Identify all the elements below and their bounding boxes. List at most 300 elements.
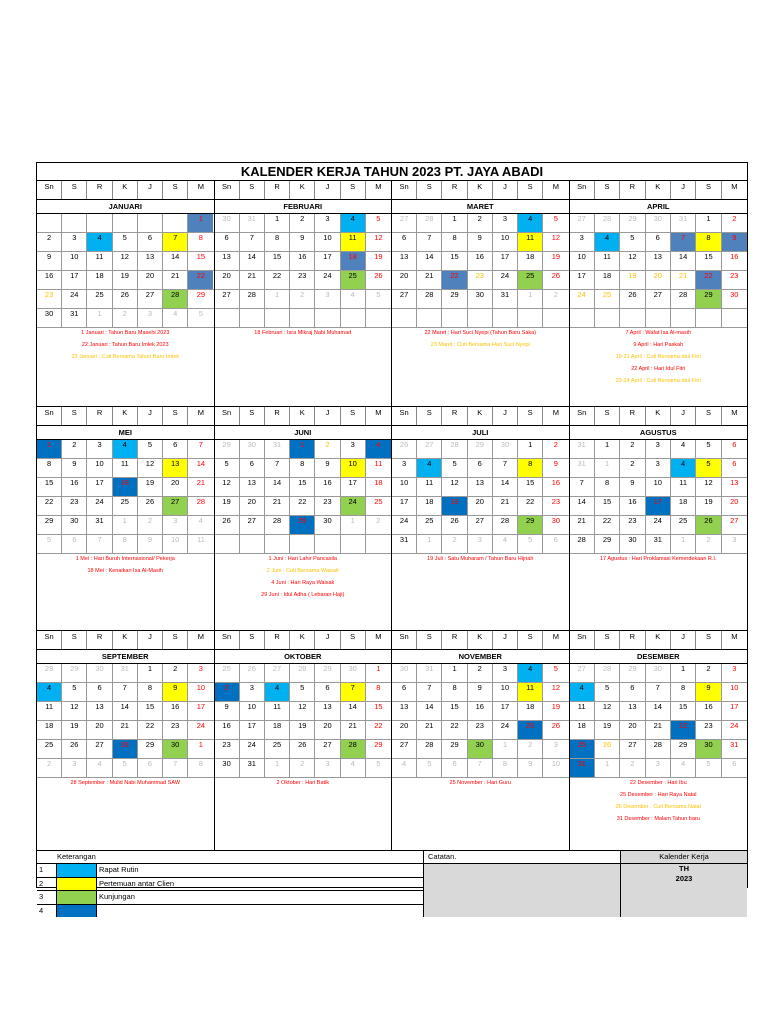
day-cell[interactable]: 18: [518, 702, 543, 720]
day-cell[interactable]: 30: [696, 740, 721, 758]
day-cell[interactable]: 27: [392, 740, 417, 758]
day-cell[interactable]: 31: [392, 535, 417, 553]
day-cell[interactable]: 27: [570, 664, 595, 682]
day-cell[interactable]: 30: [315, 516, 340, 534]
day-cell[interactable]: 2: [290, 290, 315, 308]
day-cell[interactable]: 4: [87, 759, 112, 777]
day-cell[interactable]: 17: [392, 497, 417, 515]
day-cell[interactable]: 8: [37, 459, 62, 477]
day-cell[interactable]: 28: [290, 664, 315, 682]
day-cell[interactable]: 5: [113, 233, 138, 251]
day-cell[interactable]: 30: [62, 516, 87, 534]
day-cell[interactable]: 28: [341, 740, 366, 758]
day-cell[interactable]: 5: [376, 290, 381, 299]
day-cell[interactable]: 13: [730, 478, 739, 487]
day-cell[interactable]: 26: [551, 721, 561, 730]
day-cell[interactable]: 1: [671, 535, 696, 553]
day-cell[interactable]: 18: [671, 497, 696, 515]
day-cell[interactable]: 13: [468, 478, 493, 496]
day-cell[interactable]: 22: [671, 721, 696, 739]
day-cell[interactable]: 6: [553, 535, 558, 544]
day-cell[interactable]: 2: [37, 233, 62, 251]
day-cell[interactable]: 12: [551, 683, 561, 692]
day-cell[interactable]: 5: [518, 535, 543, 553]
day-cell[interactable]: 9: [722, 233, 747, 251]
day-cell[interactable]: 28: [196, 497, 206, 506]
day-cell[interactable]: 1: [696, 214, 721, 232]
day-cell[interactable]: 3: [62, 233, 87, 251]
day-cell[interactable]: 24: [646, 516, 671, 534]
day-cell[interactable]: 13: [315, 702, 340, 720]
day-cell[interactable]: [37, 214, 62, 232]
day-cell[interactable]: [417, 309, 442, 327]
day-cell[interactable]: 20: [620, 721, 645, 739]
day-cell[interactable]: 11: [518, 683, 543, 701]
day-cell[interactable]: [341, 309, 366, 327]
day-cell[interactable]: 23: [315, 497, 340, 515]
day-cell[interactable]: 17: [570, 271, 595, 289]
day-cell[interactable]: 3: [570, 233, 595, 251]
day-cell[interactable]: 3: [315, 290, 340, 308]
day-cell[interactable]: 25: [265, 740, 290, 758]
day-cell[interactable]: 3: [493, 664, 518, 682]
day-cell[interactable]: 16: [551, 478, 561, 487]
day-cell[interactable]: 3: [240, 683, 265, 701]
day-cell[interactable]: 2: [163, 664, 188, 682]
day-cell[interactable]: [493, 309, 518, 327]
day-cell[interactable]: 16: [37, 271, 62, 289]
day-cell[interactable]: 20: [468, 497, 493, 515]
day-cell[interactable]: 29: [62, 664, 87, 682]
day-cell[interactable]: 8: [518, 459, 543, 477]
day-cell[interactable]: 20: [240, 497, 265, 515]
day-cell[interactable]: 4: [518, 664, 543, 682]
day-cell[interactable]: 12: [620, 252, 645, 270]
day-cell[interactable]: 13: [138, 252, 163, 270]
day-cell[interactable]: 4: [198, 516, 203, 525]
day-cell[interactable]: 23: [468, 271, 493, 289]
day-cell[interactable]: 1: [493, 740, 518, 758]
day-cell[interactable]: 6: [442, 759, 467, 777]
day-cell[interactable]: 7: [493, 459, 518, 477]
day-cell[interactable]: 12: [551, 233, 561, 242]
day-cell[interactable]: 22: [290, 497, 315, 515]
day-cell[interactable]: 7: [163, 233, 188, 251]
day-cell[interactable]: 24: [392, 516, 417, 534]
day-cell[interactable]: 29: [196, 290, 206, 299]
day-cell[interactable]: 29: [620, 664, 645, 682]
day-cell[interactable]: 12: [442, 478, 467, 496]
day-cell[interactable]: 12: [595, 702, 620, 720]
day-cell[interactable]: 22: [595, 516, 620, 534]
day-cell[interactable]: 15: [671, 702, 696, 720]
day-cell[interactable]: 19: [595, 721, 620, 739]
day-cell[interactable]: 20: [315, 721, 340, 739]
day-cell[interactable]: 4: [341, 759, 366, 777]
day-cell[interactable]: 11: [265, 702, 290, 720]
day-cell[interactable]: 12: [290, 702, 315, 720]
day-cell[interactable]: 23: [730, 271, 739, 280]
day-cell[interactable]: 3: [553, 740, 558, 749]
day-cell[interactable]: 13: [163, 459, 188, 477]
day-cell[interactable]: 13: [392, 252, 417, 270]
day-cell[interactable]: 27: [392, 214, 417, 232]
day-cell[interactable]: 26: [62, 740, 87, 758]
day-cell[interactable]: 20: [730, 497, 739, 506]
day-cell[interactable]: 31: [240, 759, 265, 777]
day-cell[interactable]: 30: [468, 290, 493, 308]
day-cell[interactable]: 10: [493, 683, 518, 701]
day-cell[interactable]: 1: [37, 440, 62, 458]
day-cell[interactable]: 22: [265, 271, 290, 289]
day-cell[interactable]: 7: [87, 535, 112, 553]
day-cell[interactable]: 31: [417, 664, 442, 682]
day-cell[interactable]: 18: [595, 271, 620, 289]
day-cell[interactable]: 9: [37, 252, 62, 270]
day-cell[interactable]: 31: [265, 440, 290, 458]
day-cell[interactable]: 25: [595, 290, 620, 308]
day-cell[interactable]: 14: [196, 459, 206, 468]
day-cell[interactable]: 19: [62, 721, 87, 739]
day-cell[interactable]: 24: [730, 721, 739, 730]
day-cell[interactable]: [518, 309, 543, 327]
day-cell[interactable]: 5: [696, 440, 721, 458]
day-cell[interactable]: [392, 309, 417, 327]
day-cell[interactable]: 5: [417, 759, 442, 777]
day-cell[interactable]: 2: [62, 440, 87, 458]
day-cell[interactable]: 3: [392, 459, 417, 477]
day-cell[interactable]: 18: [417, 497, 442, 515]
day-cell[interactable]: 2: [138, 516, 163, 534]
day-cell[interactable]: 5: [696, 759, 721, 777]
day-cell[interactable]: 28: [417, 214, 442, 232]
day-cell[interactable]: 10: [196, 683, 206, 692]
day-cell[interactable]: 4: [113, 440, 138, 458]
day-cell[interactable]: 3: [646, 459, 671, 477]
day-cell[interactable]: 11: [196, 535, 205, 544]
day-cell[interactable]: 16: [315, 478, 340, 496]
day-cell[interactable]: 20: [87, 721, 112, 739]
day-cell[interactable]: 4: [417, 459, 442, 477]
day-cell[interactable]: 2: [290, 759, 315, 777]
day-cell[interactable]: 25: [374, 497, 383, 506]
day-cell[interactable]: 7: [671, 233, 696, 251]
day-cell[interactable]: 27: [417, 440, 442, 458]
day-cell[interactable]: 19: [290, 721, 315, 739]
day-cell[interactable]: [290, 535, 315, 553]
day-cell[interactable]: 19: [551, 702, 561, 711]
day-cell[interactable]: 11: [87, 252, 112, 270]
day-cell[interactable]: 15: [196, 252, 206, 261]
day-cell[interactable]: 9: [315, 459, 340, 477]
day-cell[interactable]: 10: [551, 759, 561, 768]
day-cell[interactable]: 24: [493, 271, 518, 289]
day-cell[interactable]: 30: [468, 740, 493, 758]
day-cell[interactable]: 31: [570, 440, 595, 458]
day-cell[interactable]: 21: [646, 721, 671, 739]
day-cell[interactable]: 13: [646, 252, 671, 270]
day-cell[interactable]: [468, 309, 493, 327]
day-cell[interactable]: 24: [570, 290, 595, 308]
day-cell[interactable]: 18: [265, 721, 290, 739]
day-cell[interactable]: 12: [113, 252, 138, 270]
day-cell[interactable]: 16: [215, 721, 240, 739]
day-cell[interactable]: 23: [163, 721, 188, 739]
day-cell[interactable]: 6: [138, 759, 163, 777]
day-cell[interactable]: 20: [163, 478, 188, 496]
day-cell[interactable]: 22: [188, 271, 213, 289]
day-cell[interactable]: 8: [442, 683, 467, 701]
day-cell[interactable]: 1: [265, 759, 290, 777]
day-cell[interactable]: 17: [196, 702, 206, 711]
day-cell[interactable]: 26: [620, 290, 645, 308]
day-cell[interactable]: 14: [240, 252, 265, 270]
day-cell[interactable]: 2: [518, 740, 543, 758]
day-cell[interactable]: 13: [392, 702, 417, 720]
day-cell[interactable]: 14: [265, 478, 290, 496]
day-cell[interactable]: 29: [442, 740, 467, 758]
day-cell[interactable]: 23: [468, 721, 493, 739]
day-cell[interactable]: 2: [696, 535, 721, 553]
day-cell[interactable]: 25: [113, 497, 138, 515]
day-cell[interactable]: 6: [392, 233, 417, 251]
day-cell[interactable]: 15: [265, 252, 290, 270]
day-cell[interactable]: 20: [646, 271, 671, 289]
day-cell[interactable]: 23: [290, 271, 315, 289]
day-cell[interactable]: 30: [341, 664, 366, 682]
day-cell[interactable]: 28: [646, 740, 671, 758]
day-cell[interactable]: 1: [518, 440, 543, 458]
day-cell[interactable]: 17: [62, 271, 87, 289]
day-cell[interactable]: 26: [374, 271, 383, 280]
day-cell[interactable]: 6: [62, 535, 87, 553]
day-cell[interactable]: 31: [113, 664, 138, 682]
day-cell[interactable]: 28: [265, 516, 290, 534]
day-cell[interactable]: 21: [417, 271, 442, 289]
day-cell[interactable]: 28: [595, 214, 620, 232]
day-cell[interactable]: 29: [37, 516, 62, 534]
day-cell[interactable]: 2: [37, 759, 62, 777]
day-cell[interactable]: 11: [113, 459, 138, 477]
day-cell[interactable]: 5: [113, 759, 138, 777]
day-cell[interactable]: 1: [198, 740, 203, 749]
day-cell[interactable]: 15: [37, 478, 62, 496]
day-cell[interactable]: 25: [518, 271, 543, 289]
day-cell[interactable]: 5: [198, 309, 203, 318]
day-cell[interactable]: [315, 309, 340, 327]
day-cell[interactable]: 5: [442, 459, 467, 477]
day-cell[interactable]: 16: [62, 478, 87, 496]
day-cell[interactable]: 3: [138, 309, 163, 327]
day-cell[interactable]: 4: [493, 535, 518, 553]
day-cell[interactable]: 6: [732, 440, 737, 449]
day-cell[interactable]: [341, 535, 366, 553]
day-cell[interactable]: 31: [240, 214, 265, 232]
day-cell[interactable]: 27: [138, 290, 163, 308]
day-cell[interactable]: 25: [518, 721, 543, 739]
day-cell[interactable]: 11: [518, 233, 543, 251]
day-cell[interactable]: 24: [315, 271, 340, 289]
day-cell[interactable]: 1: [188, 214, 213, 232]
day-cell[interactable]: 25: [215, 664, 240, 682]
day-cell[interactable]: 30: [646, 214, 671, 232]
day-cell[interactable]: 27: [646, 290, 671, 308]
day-cell[interactable]: 20: [215, 271, 240, 289]
day-cell[interactable]: 31: [87, 516, 112, 534]
day-cell[interactable]: 19: [374, 252, 383, 261]
day-cell[interactable]: 25: [671, 516, 696, 534]
day-cell[interactable]: 28: [37, 664, 62, 682]
day-cell[interactable]: 6: [215, 233, 240, 251]
day-cell[interactable]: 19: [138, 478, 163, 496]
day-cell[interactable]: 28: [442, 440, 467, 458]
day-cell[interactable]: 19: [442, 497, 467, 515]
day-cell[interactable]: 5: [37, 535, 62, 553]
day-cell[interactable]: 20: [392, 721, 417, 739]
day-cell[interactable]: 4: [37, 683, 62, 701]
day-cell[interactable]: 25: [417, 516, 442, 534]
day-cell[interactable]: 1: [417, 535, 442, 553]
day-cell[interactable]: 11: [671, 478, 696, 496]
day-cell[interactable]: [87, 214, 112, 232]
day-cell[interactable]: 23: [551, 497, 561, 506]
day-cell[interactable]: 11: [341, 233, 366, 251]
day-cell[interactable]: 7: [113, 683, 138, 701]
day-cell[interactable]: 30: [493, 440, 518, 458]
day-cell[interactable]: 15: [138, 702, 163, 720]
day-cell[interactable]: 28: [113, 740, 138, 758]
day-cell[interactable]: 27: [240, 516, 265, 534]
day-cell[interactable]: [240, 535, 265, 553]
day-cell[interactable]: 7: [417, 683, 442, 701]
day-cell[interactable]: 8: [198, 759, 203, 768]
day-cell[interactable]: 29: [468, 440, 493, 458]
day-cell[interactable]: 5: [62, 683, 87, 701]
day-cell[interactable]: 5: [138, 440, 163, 458]
day-cell[interactable]: 13: [87, 702, 112, 720]
day-cell[interactable]: 12: [374, 233, 383, 242]
day-cell[interactable]: 27: [265, 664, 290, 682]
day-cell[interactable]: 24: [62, 290, 87, 308]
day-cell[interactable]: [265, 535, 290, 553]
day-cell[interactable]: 2: [468, 664, 493, 682]
day-cell[interactable]: 16: [163, 702, 188, 720]
day-cell[interactable]: 14: [671, 252, 696, 270]
day-cell[interactable]: 29: [138, 740, 163, 758]
day-cell[interactable]: 10: [493, 233, 518, 251]
day-cell[interactable]: 1: [376, 664, 381, 673]
day-cell[interactable]: 16: [730, 252, 739, 261]
day-cell[interactable]: 3: [732, 664, 737, 673]
day-cell[interactable]: 2: [468, 214, 493, 232]
day-cell[interactable]: 4: [671, 459, 696, 477]
day-cell[interactable]: 30: [646, 664, 671, 682]
day-cell[interactable]: 24: [341, 497, 366, 515]
day-cell[interactable]: [215, 309, 240, 327]
day-cell[interactable]: [646, 309, 671, 327]
day-cell[interactable]: 4: [265, 683, 290, 701]
day-cell[interactable]: 17: [341, 478, 366, 496]
day-cell[interactable]: [265, 309, 290, 327]
day-cell[interactable]: 12: [138, 459, 163, 477]
day-cell[interactable]: 27: [730, 516, 739, 525]
day-cell[interactable]: 30: [215, 759, 240, 777]
day-cell[interactable]: 10: [392, 478, 417, 496]
day-cell[interactable]: 24: [196, 721, 206, 730]
day-cell[interactable]: 11: [374, 459, 383, 468]
day-cell[interactable]: 26: [392, 440, 417, 458]
day-cell[interactable]: 29: [620, 214, 645, 232]
day-cell[interactable]: [442, 309, 467, 327]
day-cell[interactable]: 10: [62, 252, 87, 270]
day-cell[interactable]: 21: [671, 271, 696, 289]
day-cell[interactable]: 2: [315, 440, 340, 458]
day-cell[interactable]: 6: [138, 233, 163, 251]
day-cell[interactable]: 14: [163, 252, 188, 270]
day-cell[interactable]: 12: [62, 702, 87, 720]
day-cell[interactable]: 21: [341, 721, 366, 739]
day-cell[interactable]: 4: [518, 214, 543, 232]
day-cell[interactable]: 17: [493, 252, 518, 270]
day-cell[interactable]: 28: [163, 290, 188, 308]
day-cell[interactable]: 25: [341, 271, 366, 289]
day-cell[interactable]: 30: [163, 740, 188, 758]
day-cell[interactable]: 21: [265, 497, 290, 515]
day-cell[interactable]: 15: [696, 252, 721, 270]
day-cell[interactable]: 9: [290, 233, 315, 251]
day-cell[interactable]: 11: [37, 702, 62, 720]
day-cell[interactable]: 30: [215, 214, 240, 232]
day-cell[interactable]: 5: [376, 214, 381, 223]
day-cell[interactable]: 16: [620, 497, 645, 515]
day-cell[interactable]: 1: [442, 214, 467, 232]
day-cell[interactable]: 27: [620, 740, 645, 758]
day-cell[interactable]: 22: [696, 271, 721, 289]
day-cell[interactable]: 28: [240, 290, 265, 308]
day-cell[interactable]: 15: [518, 478, 543, 496]
day-cell[interactable]: 4: [341, 214, 366, 232]
day-cell[interactable]: 15: [374, 702, 383, 711]
day-cell[interactable]: 9: [553, 459, 558, 468]
day-cell[interactable]: 18: [37, 721, 62, 739]
day-cell[interactable]: [543, 309, 568, 327]
day-cell[interactable]: 8: [442, 233, 467, 251]
day-cell[interactable]: 21: [240, 271, 265, 289]
day-cell[interactable]: [570, 309, 595, 327]
day-cell[interactable]: 8: [198, 233, 203, 242]
day-cell[interactable]: 7: [163, 759, 188, 777]
day-cell[interactable]: 27: [570, 214, 595, 232]
day-cell[interactable]: [163, 214, 188, 232]
day-cell[interactable]: 30: [240, 440, 265, 458]
day-cell[interactable]: 4: [163, 309, 188, 327]
day-cell[interactable]: 17: [730, 702, 739, 711]
day-cell[interactable]: 5: [696, 459, 721, 477]
day-cell[interactable]: 29: [518, 516, 543, 534]
day-cell[interactable]: 5: [215, 459, 240, 477]
day-cell[interactable]: 1: [265, 214, 290, 232]
day-cell[interactable]: 5: [595, 683, 620, 701]
day-cell[interactable]: 19: [551, 252, 561, 261]
day-cell[interactable]: 8: [138, 683, 163, 701]
day-cell[interactable]: 8: [493, 759, 518, 777]
day-cell[interactable]: 22: [37, 497, 62, 515]
day-cell[interactable]: 30: [620, 535, 645, 553]
day-cell[interactable]: 14: [417, 252, 442, 270]
day-cell[interactable]: [620, 309, 645, 327]
day-cell[interactable]: 21: [570, 516, 595, 534]
day-cell[interactable]: 2: [376, 516, 381, 525]
